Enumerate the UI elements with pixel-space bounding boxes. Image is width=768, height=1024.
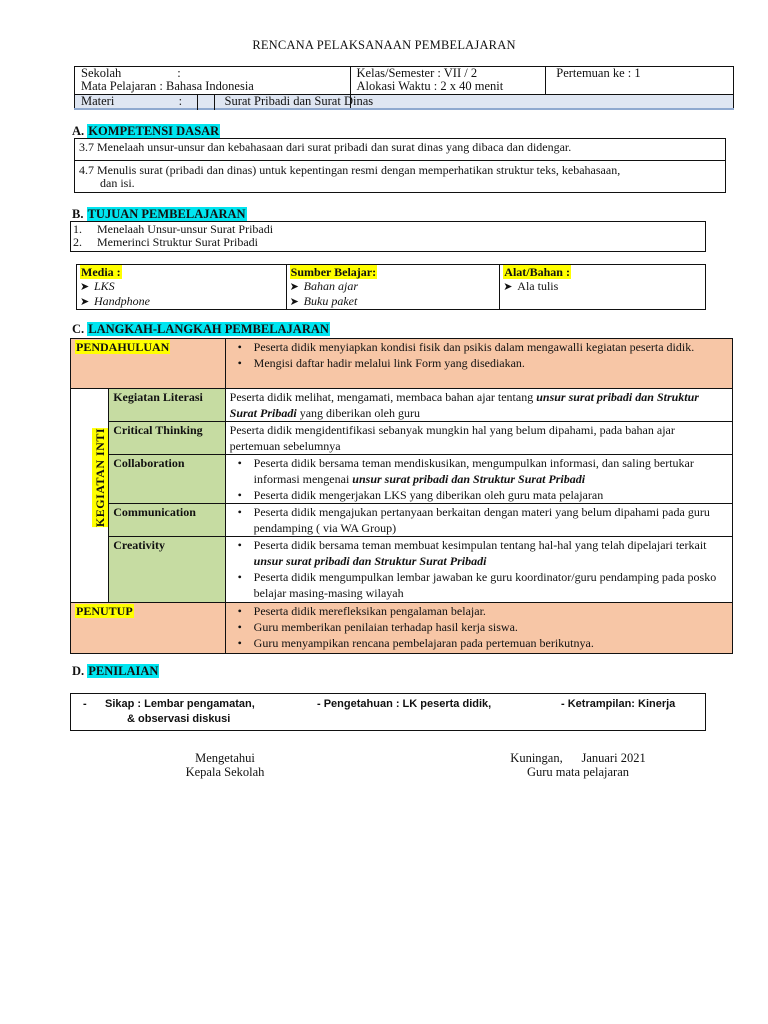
kd-item: 3.7 Menelaah unsur-unsur dan kebahasaan dari surat pribadi dan surat dinas yang dibaca dan didengar. xyxy=(75,139,726,161)
list-item: • Guru memberikan penilaian terhadap hasil kerja siswa. xyxy=(230,619,728,635)
list-item: • Mengisi daftar hadir melalui link Form yang disediakan. xyxy=(230,355,728,371)
list-item: • Peserta didik bersama teman mendiskusikan, mengumpulkan informasi, dan saling bertukar informasi mengenai unsur surat pribadi dan Struktur Surat Pribadi xyxy=(230,455,728,487)
inti-label-cell xyxy=(92,389,109,603)
section-a-heading: A. KOMPETENSI DASAR xyxy=(72,124,220,138)
penutup-label-cell xyxy=(71,603,226,654)
sumber-heading: Sumber Belajar: xyxy=(290,265,377,279)
materi-sep: : xyxy=(178,94,183,108)
critical-label-cell xyxy=(109,422,225,455)
sekolah-value: : xyxy=(177,66,181,80)
materi-divider xyxy=(197,95,198,110)
collaboration-label: Collaboration xyxy=(113,456,185,470)
list-item: • Peserta didik bersama teman membuat kesimpulan tentang hal-hal yang telah dipelajari terkait unsur surat pribadi dan Struktur Surat Pribadi xyxy=(230,537,728,569)
communication-label: Communication xyxy=(113,505,196,519)
critical-content: Peserta didik mengidentifikasi sebanyak mungkin hal yang belum dipahami, pada bahan ajar pertemuan sebelumnya xyxy=(225,422,732,455)
penutup-label: PENUTUP xyxy=(76,604,133,618)
alat-cell xyxy=(500,265,706,310)
communication-content xyxy=(225,504,732,537)
inti-spacer xyxy=(71,389,93,603)
materi-value: Surat Pribadi dan Surat Dinas xyxy=(224,94,374,108)
section-b-heading: B. TUJUAN PEMBELAJARAN xyxy=(72,207,246,221)
list-item: • Peserta didik menyiapkan kondisi fisik dan psikis dalam mengawalli kegiatan peserta didik. xyxy=(230,339,728,355)
pendahuluan-label-cell xyxy=(71,339,226,389)
kegiatan-inti-label: KEGIATAN INTI xyxy=(93,427,108,528)
pendahuluan-label: PENDAHULUAN xyxy=(76,340,170,354)
media-item: ➤ LKS xyxy=(80,279,115,293)
media-cell xyxy=(77,265,287,310)
media-table xyxy=(76,264,706,310)
tujuan-list xyxy=(71,222,706,252)
creativity-label: Creativity xyxy=(113,538,165,552)
kompetensi-table xyxy=(74,138,726,193)
pendahuluan-content xyxy=(225,339,732,389)
literasi-content: Peserta didik melihat, mengamati, membaca bahan ajar tentang unsur surat pribadi dan Struktur Surat Pribadi yang diberikan oleh guru xyxy=(225,389,732,422)
signature-left: Mengetahui Kepala Sekolah xyxy=(185,751,265,779)
materi-divider xyxy=(214,95,215,110)
creativity-label-cell xyxy=(109,537,225,603)
creativity-content xyxy=(225,537,732,603)
arrow-icon: ➤ xyxy=(80,296,90,308)
penilaian-keterampilan: - Ketrampilan: Kinerja xyxy=(561,698,676,710)
pertemuan-text: Pertemuan ke : 1 xyxy=(556,66,641,80)
section-c-heading: C. LANGKAH-LANGKAH PEMBELAJARAN xyxy=(72,322,329,336)
materi-value-cell xyxy=(224,94,733,110)
list-item: • Peserta didik mengajukan pertanyaan berkaitan dengan materi yang belum dipahami pada guru pendamping ( via WA Group) xyxy=(230,504,728,536)
sumber-cell xyxy=(286,265,500,310)
tujuan-item: 1. Menelaah Unsur-unsur Surat Pribadi xyxy=(73,222,274,236)
communication-label-cell xyxy=(109,504,225,537)
literasi-label: Kegiatan Literasi xyxy=(113,390,203,404)
list-item: • Peserta didik merefleksikan pengalaman belajar. xyxy=(230,603,728,619)
arrow-icon: ➤ xyxy=(80,281,90,293)
penutup-content xyxy=(225,603,732,654)
media-heading: Media : xyxy=(81,265,121,279)
list-item: • Guru menyampikan rencana pembelajaran pada pertemuan berikutnya. xyxy=(230,635,728,651)
sumber-item: ➤ Bahan ajar xyxy=(289,279,359,293)
materi-label: Materi xyxy=(81,94,115,108)
arrow-icon: ➤ xyxy=(289,281,299,293)
list-item: • Peserta didik mengumpulkan lembar jawaban ke guru koordinator/guru pendamping pada posko belajar masing-masing wilayah xyxy=(230,569,728,601)
school-cell xyxy=(75,67,351,95)
literasi-label-cell xyxy=(109,389,225,422)
kd-item: 4.7 Menulis surat (pribadi dan dinas) untuk kepentingan resmi dengan memperhatikan struktur teks, kebahasaan, dan isi. xyxy=(75,161,726,193)
mapel-text: Mata Pelajaran : Bahasa Indonesia xyxy=(81,79,254,93)
kelas-cell xyxy=(350,67,546,95)
penilaian-cell xyxy=(71,694,706,731)
section-d-heading: D. PENILAIAN xyxy=(72,664,159,678)
penilaian-table xyxy=(70,693,706,731)
tujuan-item: 2. Memerinci Struktur Surat Pribadi xyxy=(73,235,258,249)
media-item: ➤ Handphone xyxy=(80,294,150,308)
penilaian-pengetahuan: - Pengetahuan : LK peserta didik, xyxy=(317,698,492,710)
header-table xyxy=(74,66,734,110)
alokasi-text: Alokasi Waktu : 2 x 40 menit xyxy=(356,79,504,93)
collaboration-label-cell xyxy=(109,455,225,504)
signature-right: Kuningan, Januari 2021 Guru mata pelajaran xyxy=(510,751,646,779)
alat-heading: Alat/Bahan : xyxy=(504,265,570,279)
list-item: • Peserta didik mengerjakan LKS yang diberikan oleh guru mata pelajaran xyxy=(230,487,728,503)
sekolah-label: Sekolah xyxy=(81,66,122,80)
page-title: RENCANA PELAKSANAAN PEMBELAJARAN xyxy=(252,38,516,52)
alat-item: ➤ Ala tulis xyxy=(503,279,559,293)
tujuan-table xyxy=(70,221,706,252)
arrow-icon: ➤ xyxy=(289,296,299,308)
collaboration-content xyxy=(225,455,732,504)
pertemuan-cell xyxy=(546,67,734,95)
critical-label: Critical Thinking xyxy=(113,423,203,437)
kelas-text: Kelas/Semester : VII / 2 xyxy=(356,66,478,80)
langkah-table xyxy=(70,338,733,654)
penilaian-sikap-line2: & observasi diskusi xyxy=(127,713,231,725)
penilaian-dash: - xyxy=(83,698,87,710)
penilaian-sikap: Sikap : Lembar pengamatan, xyxy=(105,698,255,710)
sumber-item: ➤ Buku paket xyxy=(289,294,358,308)
arrow-icon: ➤ xyxy=(503,281,513,293)
